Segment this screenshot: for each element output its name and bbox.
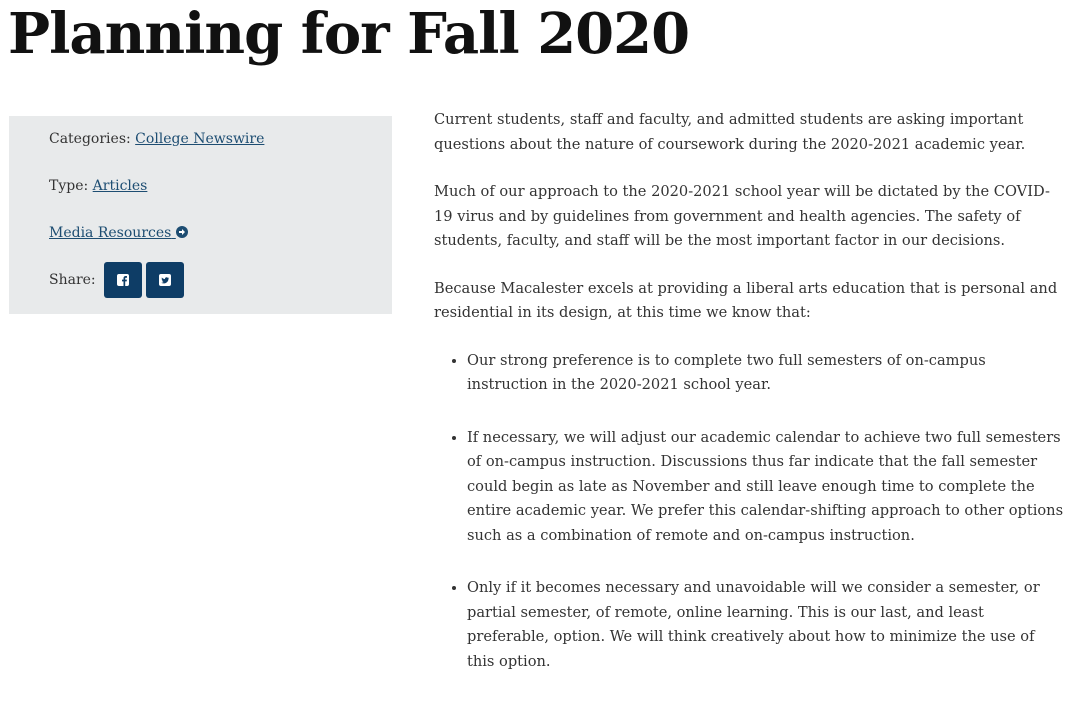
media-resources-label: Media Resources <box>49 225 172 241</box>
policy-list <box>434 349 1066 675</box>
share-row <box>49 262 392 298</box>
categories-link[interactable]: College Newswire <box>135 131 265 147</box>
type-link[interactable]: Articles <box>92 178 148 194</box>
categories-label: Categories: <box>49 131 131 147</box>
list-item: • Our strong preference is to complete two full semesters of on-campus instruction in the 2020-2021 school year. <box>467 349 1066 398</box>
article-meta-sidebar <box>9 116 392 314</box>
categories-row <box>49 128 392 175</box>
type-row <box>49 175 392 222</box>
twitter-icon <box>159 274 171 286</box>
paragraph: Current students, staff and faculty, and admitted students are asking important questions about the nature of coursework during the 2020-2021 academic year. <box>434 111 1026 153</box>
list-item: • If necessary, we will adjust our academic calendar to achieve two full semesters of on-campus instruction. Discussions thus far indicate that the fall semester could begin as late as November and still leave enough time to complete the entire academic year. We prefer this calendar-shifting approach to other options such as a combination of remote and on-campus instruction. <box>467 426 1066 549</box>
share-label: Share: <box>49 272 96 288</box>
facebook-icon <box>117 274 129 286</box>
twitter-share-button[interactable] <box>146 262 184 298</box>
paragraph: Because Macalester excels at providing a liberal arts education that is personal and residential in its design, at this time we know that: <box>434 279 1058 321</box>
media-resources-link[interactable] <box>49 225 188 241</box>
page-title: Planning for Fall 2020 <box>8 1 690 67</box>
arrow-circle-right-icon <box>176 226 188 238</box>
article-body <box>434 108 1066 702</box>
paragraph: Much of our approach to the 2020-2021 school year will be dictated by the COVID-19 virus and by guidelines from government and health agencies. The safety of students, faculty, and staff will be the most important factor in our decisions. <box>434 183 1050 249</box>
list-item: • Only if it becomes necessary and unavoidable will we consider a semester, or partial semester, of remote, online learning. This is our last, and least preferable, option. We will think creatively about how to minimize the use of this option. <box>467 576 1066 674</box>
facebook-share-button[interactable] <box>104 262 142 298</box>
type-label: Type: <box>49 178 89 194</box>
